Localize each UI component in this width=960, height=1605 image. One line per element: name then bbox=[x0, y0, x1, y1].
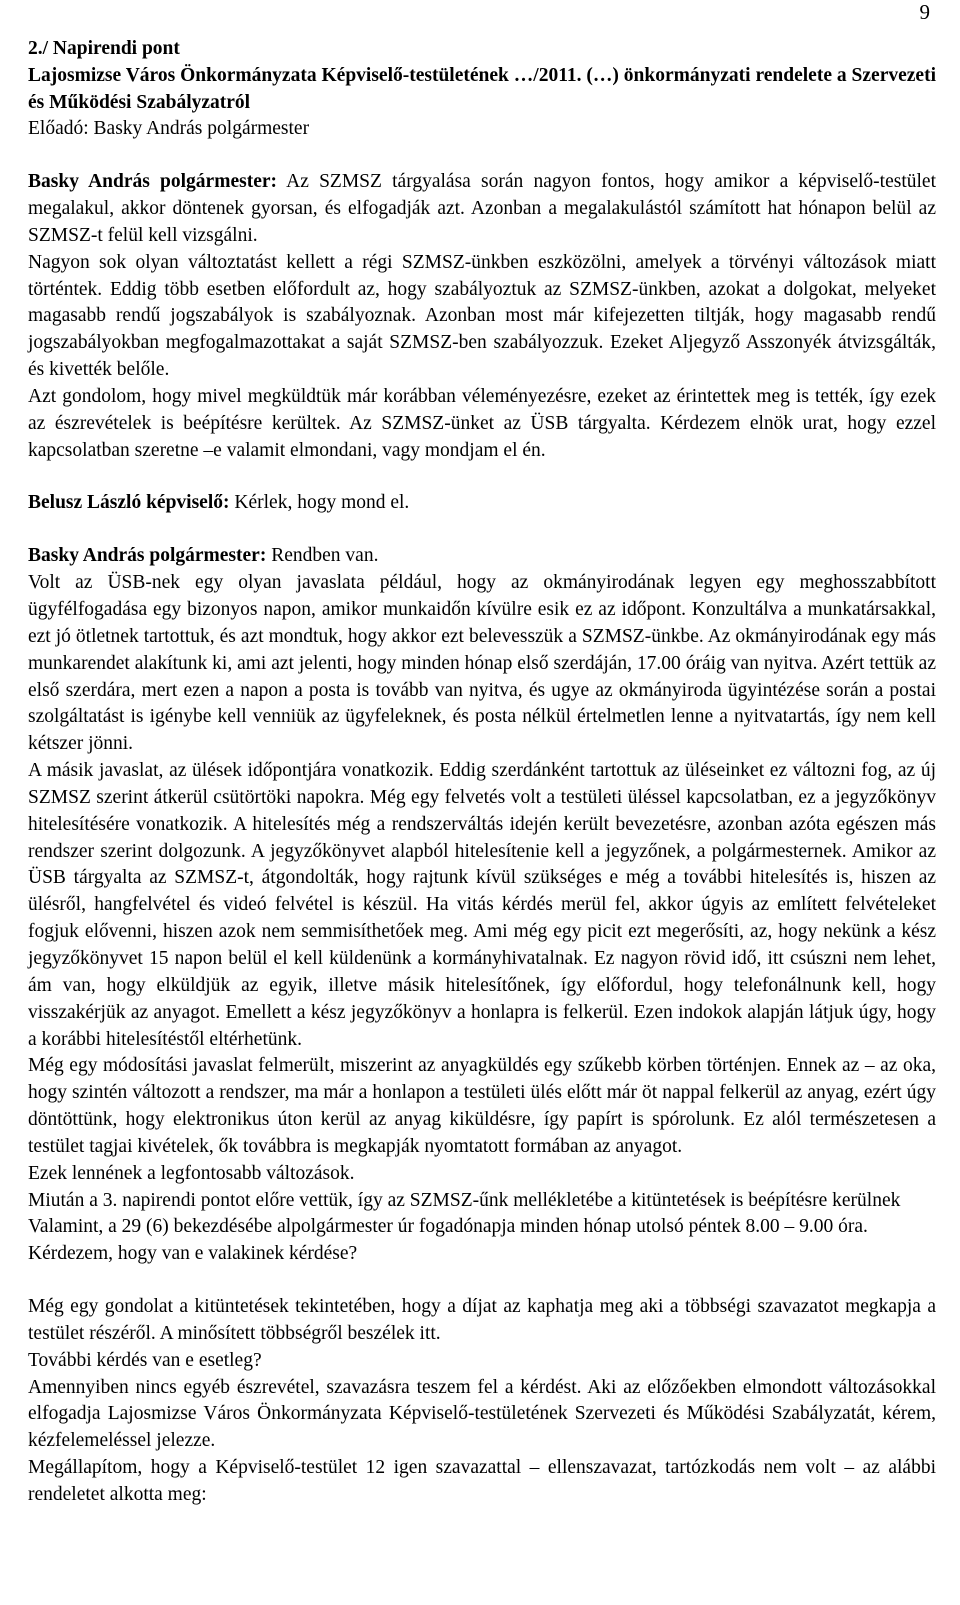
presenter-label: Előadó: bbox=[28, 118, 89, 140]
speech-paragraph: Még egy módosítási javaslat felmerült, miszerint az anyagküldés egy szűkebb körben történjen. Ennek az – az oka, hogy szintén változott a rendszer, ma már a honlapon a testületi ülés előtt már öt nappal felkerül az anyag, ezért úgy döntöttünk, hogy elektronikus úton kerül az anyag kiküldésre, így papírt is spórolunk. Ez alól természetesen a testület tagjai kivételek, ők továbbra is megkapják nyomtatott formában az anyagot. bbox=[28, 1055, 936, 1157]
document-page bbox=[28, 0, 936, 1509]
speech-paragraph: További kérdés van e esetleg? bbox=[28, 1349, 262, 1371]
speech-paragraph: Azt gondolom, hogy mivel megküldtük már korábban véleményezésre, ezeket az érintettek meg is tették, így ezek az észrevételek is beépítésre kerültek. Az SZMSZ-ünket az ÜSB tárgyalta. Kérdezem elnök urat, hogy ezzel kapcsolatban szeretne –e valamit elmondani, vagy mondjam el én. bbox=[28, 385, 936, 461]
page-number: 9 bbox=[919, 0, 930, 24]
speech-paragraph: Miután a 3. napirendi pontot előre vettük, így az SZMSZ-űnk mellékletébe a kitüntetések is beépítésre kerülnek bbox=[28, 1189, 901, 1211]
speech-paragraph: Nagyon sok olyan változtatást kellett a régi SZMSZ-ünkben eszközölni, amelyek a törvényi változások miatt történtek. Eddig több esetben előfordult az, hogy szabályoztuk az SZMSZ-ünkben, azokat a dolgokat, melyeket magasabb rendű jogszabályok is szabályoznak. Azonban most már kifejezetten tiltják, hogy magasabb rendű jogszabályokban megfogalmazottakat a saját SZMSZ-ben szabályozzuk. Ezeket Aljegyző Asszonyék átvizsgálták, és kivették belőle. bbox=[28, 251, 936, 381]
speech-paragraph: A másik javaslat, az ülések időpontjára vonatkozik. Eddig szerdánként tartottuk az üléseinket ez változni fog, az új SZMSZ szerint átkerül csütörtöki napokra. Még egy felvetés volt a testületi üléssel kapcsolatban, ez a jegyzőkönyv hitelesítésére vonatkozik. A hitelesítés még a rendszerváltás idején került bevezetésre, azonban azóta egészen más rendszer szerint dolgozunk. A jegyzőkönyvet alapból hitelesítenie kell a jegyzőnek, a polgármesternek. Amikor az ÜSB tárgyalta az SZMSZ-t, átgondolták, hogy rajtunk kívül szükséges e még a további hitelesítés is, hiszen az ülésről, hangfelvétel és videó felvétel is készül. Ha vitás kérdés merül fel, akkor úgyis az említett felvételeket fogjuk elővenni, hiszen azok nem semmisíthetőek meg. Ami még egy picit ezt megerősíti, az, hogy nekünk a kész jegyzőkönyvet 15 napon belül el kell küldenünk a kormányhivatalnak. Ez nagyon rövid idő, itt csúszni nem lehet, ám van, hogy elküldjük az egyik, illetve másik hitelesítőnek, így előfordul, hogy telefonálnunk kell, hogy visszakérjük az anyagot. Emellett a kész jegyzőkönyv a honlapra is felkerül. Ezen indokok alapján látjuk úgy, hogy a korábbi hitelesítéstől eltérhetünk. bbox=[28, 760, 936, 1050]
speech-paragraph bbox=[28, 543, 936, 570]
spacer bbox=[28, 1268, 936, 1294]
spacer bbox=[28, 464, 936, 490]
speech-text: Az SZMSZ tárgyalása során nagyon fontos, hogy amikor a képviselő-testület megalakul, akkor döntenek gyorsan, és elfogadják azt. Azonban a megalakulástól számított hat hónapon belül az SZMSZ-t felül kell vizsgálni. bbox=[28, 171, 936, 246]
presenter-line bbox=[28, 116, 936, 143]
speech-paragraph: Amennyiben nincs egyéb észrevétel, szavazásra teszem fel a kérdést. Aki az előzőekben elmondott változásokkal elfogadja Lajosmizse Város Önkormányzata Képviselő-testületének Szervezeti és Működési Szabályzatát, kérem, kézfelemeléssel jelezze. bbox=[28, 1376, 936, 1452]
speech-paragraph: Még egy gondolat a kitüntetések tekintetében, hogy a díjat az kaphatja meg aki a többségi szavazatot megkapja a testület részéről. A minősített többségről beszélek itt. bbox=[28, 1296, 936, 1344]
speech-paragraph: Ezek lennének a legfontosabb változások. bbox=[28, 1162, 355, 1184]
spacer bbox=[28, 517, 936, 543]
speech-paragraph: Volt az ÜSB-nek egy olyan javaslata például, hogy az okmányirodának legyen egy meghosszabbított ügyfélfogadása egy bizonyos napon, amikor munkaidőn kívülre esik ez az időpont. Konzultálva a munkatársakkal, ezt jó ötletnek tartottuk, és azt mondtuk, hogy akkor ezt belevesszük a SZMSZ-ünkbe. Az okmányirodának egy más munkarendet alakítunk ki, ami azt jelenti, hogy minden hónap első szerdáján, 17.00 óráig van nyitva. Azért tettük az első szerdára, mert ezen a napon a posta is tovább van nyitva, és ugye az okmányiroda ügyintézése során a postai szolgáltatást is igénybe kell venniük az ügyfeleknek, és posta nélkül értelmetlen lenne a nyitvatartás, így nem kell kétszer jönni. bbox=[28, 572, 936, 755]
agenda-heading bbox=[28, 0, 936, 143]
speech-text: Rendben van. bbox=[271, 545, 379, 567]
agenda-title: Lajosmizse Város Önkormányzata Képviselő-testületének …/2011. (…) önkormányzati rendelete a Szervezeti és Működési Szabályzatról bbox=[28, 64, 936, 113]
spacer bbox=[28, 143, 936, 169]
speech-paragraph: Valamint, a 29 (6) bekezdésébe alpolgármester úr fogadónapja minden hónap utolsó péntek 8.00 – 9.00 óra. bbox=[28, 1216, 868, 1238]
speaker-name: Belusz László képviselő: bbox=[28, 492, 230, 514]
speaker-name: Basky András polgármester: bbox=[28, 171, 277, 193]
speech-paragraph: Megállapítom, hogy a Képviselő-testület 12 igen szavazattal – ellenszavazat, tartózkodás nem volt – az alábbi rendeletet alkotta meg: bbox=[28, 1457, 936, 1505]
speech-paragraph bbox=[28, 169, 936, 250]
presenter-name: Basky András polgármester bbox=[93, 118, 310, 140]
speech-paragraph: Kérdezem, hogy van e valakinek kérdése? bbox=[28, 1243, 358, 1265]
speech-paragraph bbox=[28, 490, 936, 517]
speech-text: Kérlek, hogy mond el. bbox=[234, 492, 410, 514]
agenda-item: 2./ Napirendi pont bbox=[28, 38, 180, 59]
speaker-name: Basky András polgármester: bbox=[28, 545, 267, 567]
